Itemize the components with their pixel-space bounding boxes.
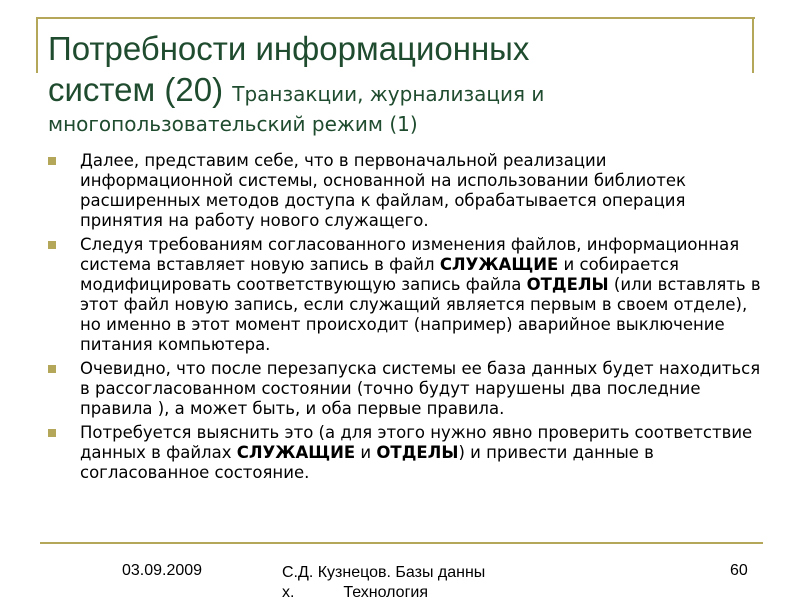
bullet-square-icon — [48, 241, 56, 249]
bullet-item — [44, 423, 764, 483]
title-line-3-subtitle: многопользовательский режим (1) — [48, 112, 418, 136]
footer-date: 03.09.2009 — [122, 562, 203, 579]
title-line-2-subtitle: Транзакции, журнализация и — [232, 82, 545, 106]
bullet-text: и собирается модифицировать соответствующую запись файла — [80, 255, 679, 294]
bullet-text: Следуя требованиям согласованного изменения файлов, информационная система вставляет новую запись в файл — [80, 235, 740, 274]
bullet-square-icon — [48, 429, 56, 437]
bullet-text: Очевидно, что после перезапуска системы ее база данных будет находиться в рассогласованном состоянии (точно будут нарушены два последние правила ), а может быть, и оба первые правила. — [80, 359, 761, 418]
bullet-list — [44, 151, 764, 487]
bullet-text: и — [355, 443, 377, 462]
bullet-item — [44, 151, 764, 231]
title-line-1: Потребности информационных — [48, 30, 530, 67]
footer-author-line-2: х. Технология — [282, 584, 428, 600]
frame-top-line — [36, 17, 755, 19]
title-line-2-main: систем (20) — [48, 71, 233, 108]
page-number: 60 — [730, 562, 748, 579]
bullet-text: ) и привести данные в согласованное состояние. — [80, 443, 654, 482]
bullet-bold-term: ОТДЕЛЫ — [526, 275, 609, 294]
bullet-square-icon — [48, 157, 56, 165]
slide-title — [48, 28, 748, 135]
bullet-text: Далее, представим себе, что в первоначальной реализации информационной системы, основанной на использовании библиотек расширенных методов доступа к файлам, обрабатывается операция принятия на работу нового служащего. — [80, 151, 686, 230]
frame-bottom-line — [40, 542, 763, 544]
bullet-square-icon — [48, 365, 56, 373]
bullet-bold-term: ОТДЕЛЫ — [376, 443, 459, 462]
bullet-bold-term: СЛУЖАЩИЕ — [439, 255, 559, 274]
frame-left-line — [36, 17, 38, 73]
bullet-text: (или вставлять в этот файл новую запись, если служащий является первым в своем отделе), но именно в этот момент происходит (например) аварийное выключение питания компьютера. — [80, 275, 761, 354]
frame-right-line — [752, 17, 754, 73]
footer-author — [282, 563, 542, 600]
bullet-bold-term: СЛУЖАЩИЕ — [236, 443, 356, 462]
bullet-text: Потребуется выяснить это (а для этого нужно явно проверить соответствие данных в файлах — [80, 423, 753, 462]
footer-author-line-1: С.Д. Кузнецов. Базы данны — [282, 564, 486, 581]
bullet-item — [44, 235, 764, 355]
bullet-item — [44, 359, 764, 419]
